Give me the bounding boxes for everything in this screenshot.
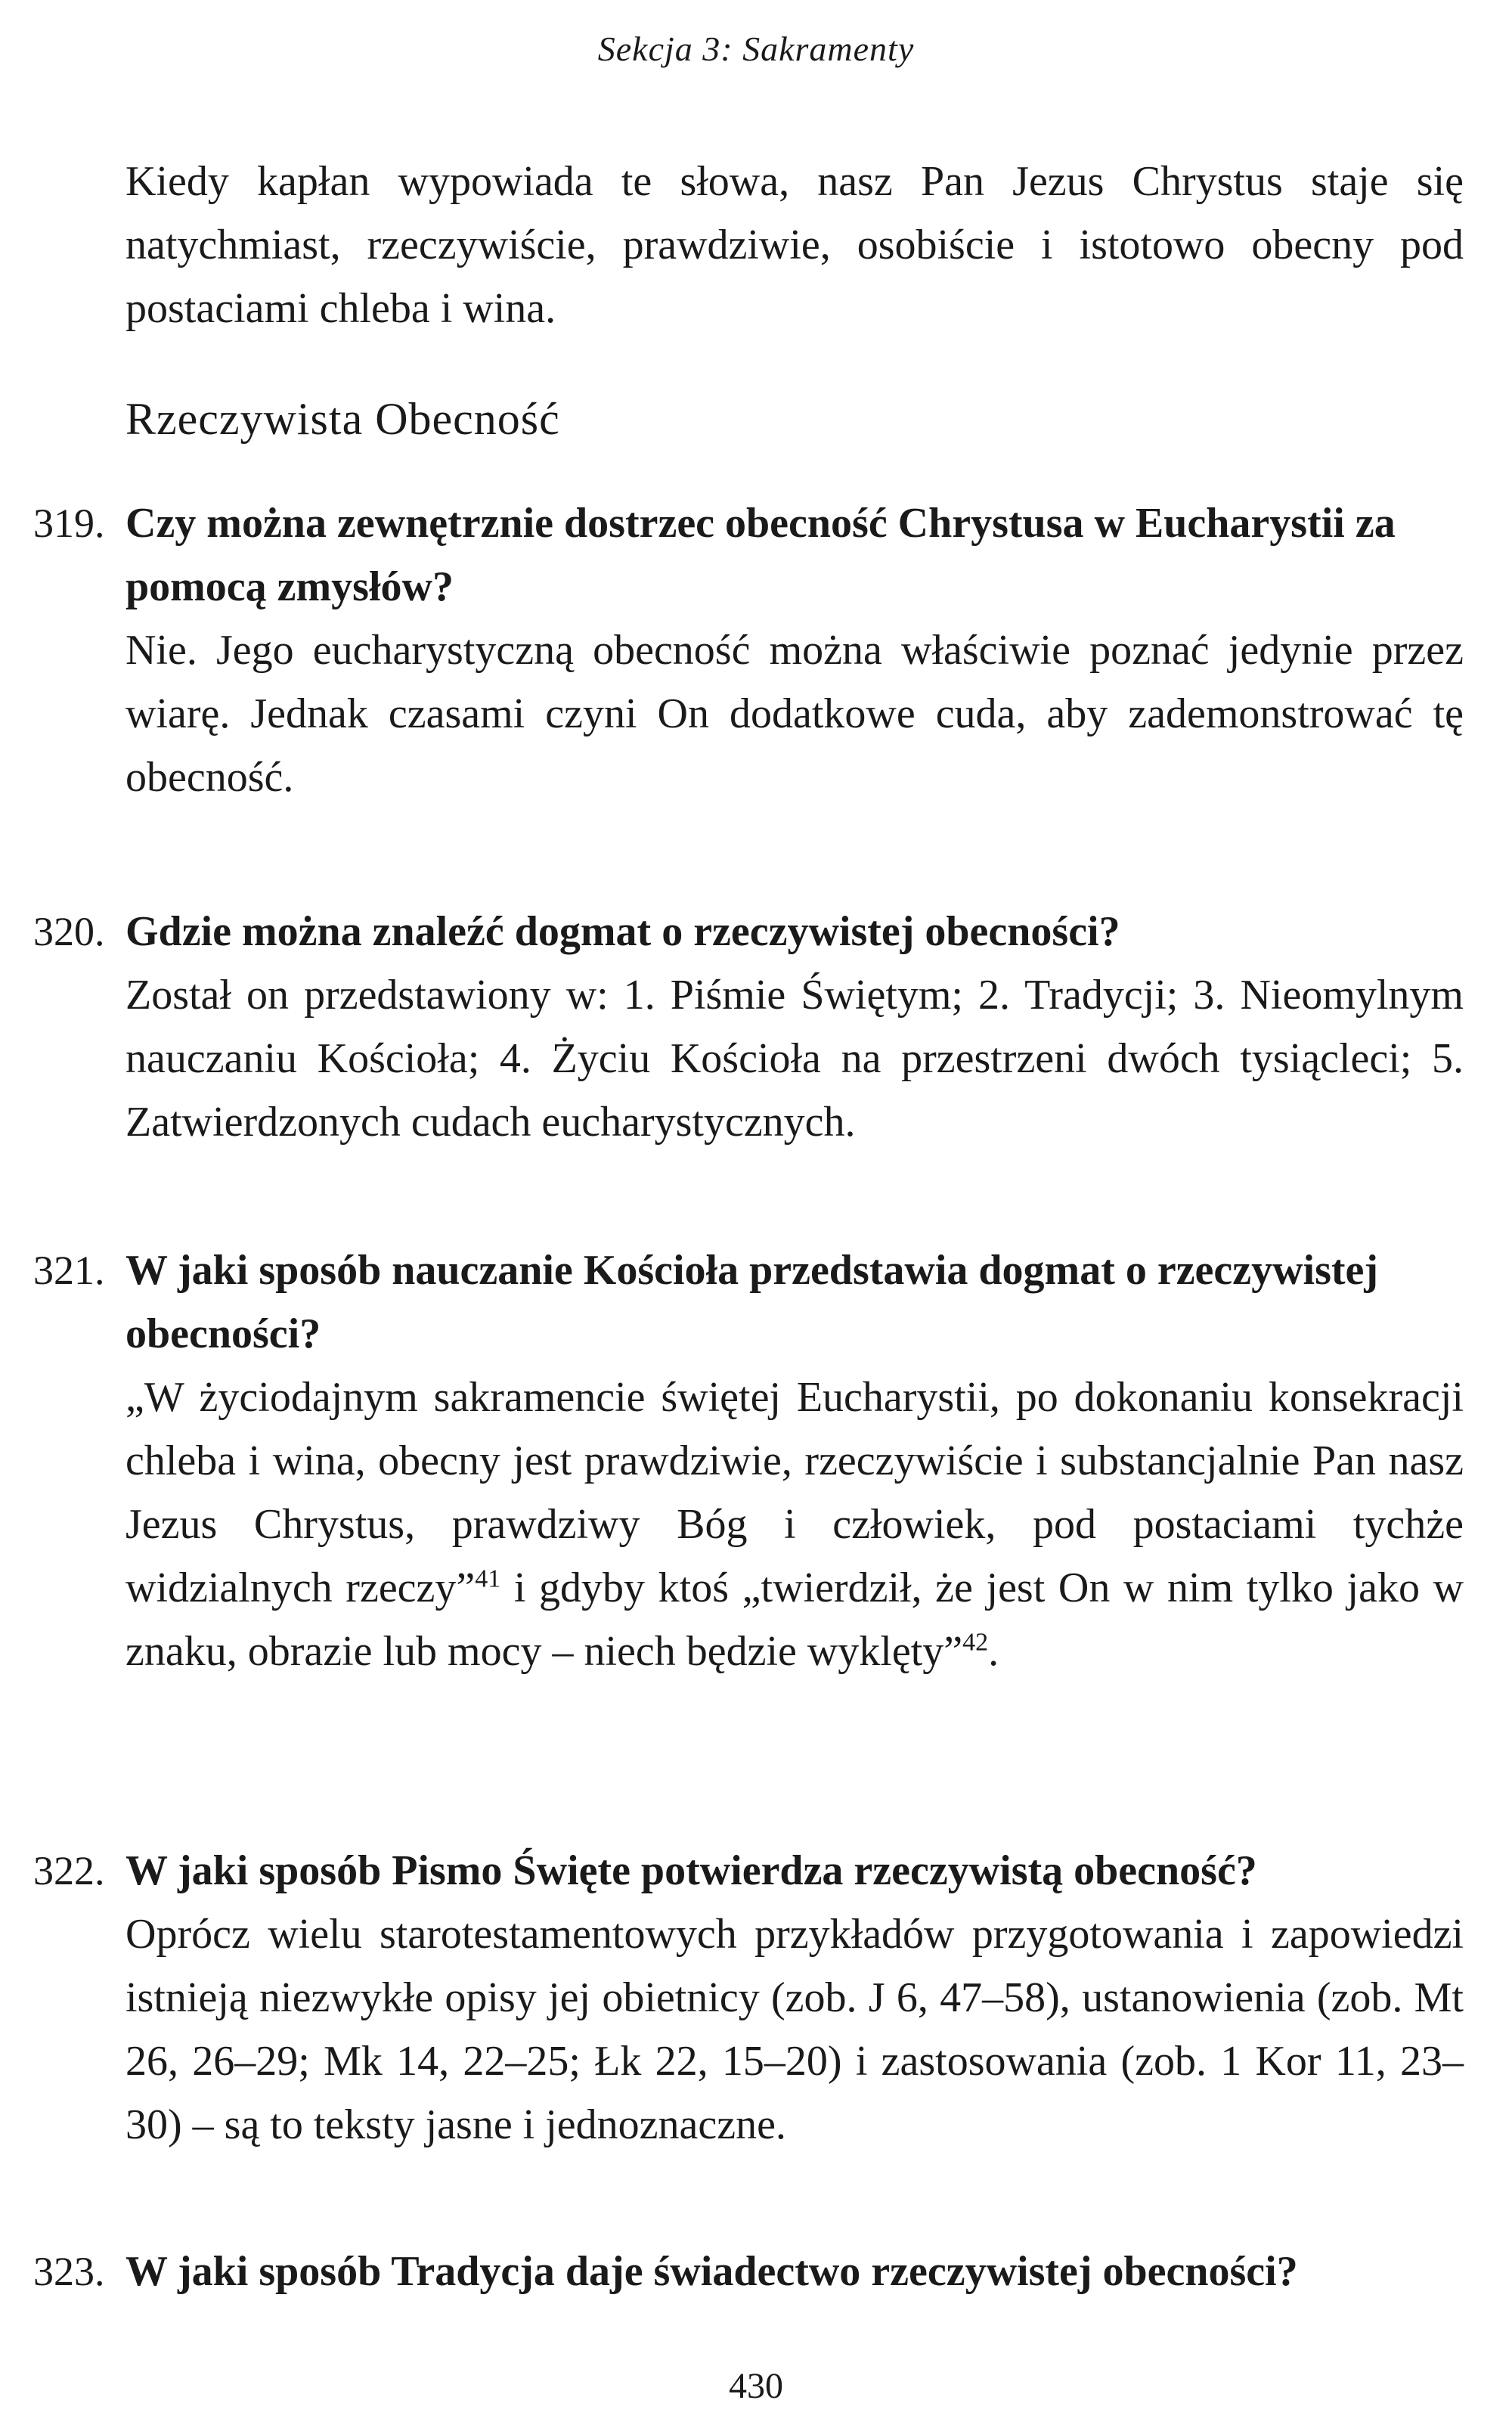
question-text: W jaki sposób Pismo Święte potwierdza rzeczywistą obecność? [125,1847,1257,1894]
question-number: 320. [33,909,105,954]
answer-text: Oprócz wielu starotestamentowych przykładów przygotowania i zapowiedzi istnieją niezwykłe opisy jej obietnicy (zob. J 6, 47–58), ustanowienia (zob. Mt 26, 26–29; Mk 14, 22–25; Łk 22, 15–20) i zastosowania (zob. 1 Kor 11, 23–30) – są to teksty jasne i jednoznaczne. [125,1911,1464,2148]
answer-end: . [988,1628,999,1675]
qa-item-321 [33,1239,1464,1683]
answer-text: Został on przedstawiony w: 1. Piśmie Świętym; 2. Tradycji; 3. Nieomylnym nauczaniu Kościoła; 4. Życiu Kościoła na przestrzeni dwóch tysiącleci; 5. Zatwierdzonych cudach eucharystycznych. [125,972,1464,1146]
question-number: 321. [33,1248,105,1293]
section-heading: Rzeczywista Obecność [125,394,560,444]
page-number: 430 [729,2366,783,2406]
answer-quote-1: „W życiodajnym sakramencie świętej Eucharystii, po dokonaniu konsekracji chleba i wina, obecny jest prawdziwie, rzeczywiście i substancjalnie Pan nasz Jezus Chrystus, prawdziwy Bóg i człowiek, pod postaciami tychże widzialnych rzeczy” [125,1374,1464,1611]
question-text: W jaki sposób Tradycja daje świadectwo rzeczywistej obecności? [125,2248,1298,2295]
question-text: Gdzie można znaleźć dogmat o rzeczywistej obecności? [125,908,1120,955]
qa-item-323 [33,2240,1464,2303]
answer-text [125,1366,1464,1683]
qa-item-320 [33,900,1464,1154]
question-number: 319. [33,501,105,546]
qa-item-322 [33,1839,1464,2157]
answer-quote-2: i gdyby ktoś „twierdził, że jest On w nim tylko jako w znaku, obrazie lub mocy – niech będzie wyklęty” [125,1564,1464,1675]
running-head: Sekcja 3: Sakramenty [597,29,915,68]
question-text: W jaki sposób nauczanie Kościoła przedstawia dogmat o rzeczywistej obecności? [125,1247,1379,1357]
answer-text: Nie. Jego eucharystyczną obecność można właściwie poznać jedynie przez wiarę. Jednak czasami czyni On dodatkowe cuda, aby zademonstrować tę obecność. [125,627,1464,801]
question-number: 323. [33,2249,105,2294]
footnote-ref-42[interactable]: 42 [962,1628,989,1657]
intro-paragraph: Kiedy kapłan wypowiada te słowa, nasz Pan Jezus Chrystus staje się natychmiast, rzeczywiście, prawdziwie, osobiście i istotowo obecny pod postaciami chleba i wina. [125,158,1464,332]
footnote-ref-41[interactable]: 41 [475,1564,501,1593]
question-number: 322. [33,1848,105,1893]
question-text: Czy można zewnętrznie dostrzec obecność Chrystusa w Eucharystii za pomocą zmysłów? [125,500,1396,610]
qa-item-319 [33,491,1464,809]
